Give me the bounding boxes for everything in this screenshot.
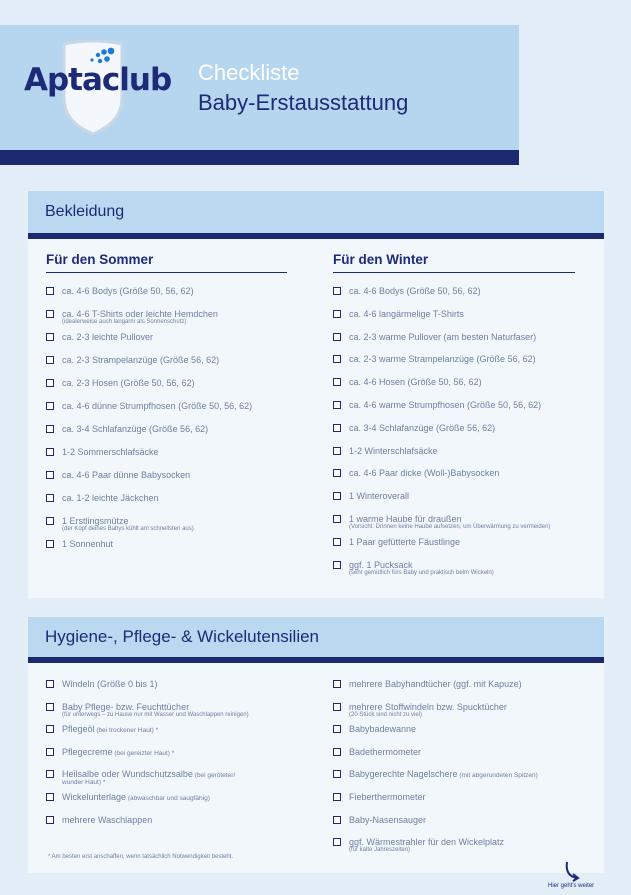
checklist-item[interactable] (46, 309, 287, 329)
item-label (349, 537, 460, 548)
item-label (62, 378, 195, 389)
checkbox[interactable] (333, 378, 341, 386)
checklist-item[interactable] (333, 837, 593, 857)
checkbox[interactable] (46, 356, 54, 364)
checkbox[interactable] (46, 310, 54, 318)
item-text: ca. 3-4 Schlafanzüge (Größe 56, 62) (349, 422, 496, 433)
item-text: Badethermometer (349, 746, 422, 757)
checklist-item[interactable] (333, 679, 593, 691)
item-text: Wickelunterlage (62, 792, 127, 802)
item-subtext: wunder Haut) * (62, 779, 106, 787)
checkbox[interactable] (333, 515, 341, 523)
checkbox[interactable] (333, 492, 341, 500)
checkbox[interactable] (46, 517, 54, 525)
checklist-item[interactable] (46, 332, 287, 344)
item-text: 1 Winteroverall (349, 491, 410, 502)
checkbox[interactable] (46, 333, 54, 341)
item-label (62, 447, 159, 458)
item-text: Pflegecreme (62, 746, 113, 757)
item-label (349, 286, 481, 297)
item-text: ca. 3-4 Schlafanzüge (Größe 56, 62) (62, 424, 209, 434)
checklist-item[interactable] (333, 769, 593, 781)
checkbox[interactable] (333, 748, 341, 756)
page-subtitle: Checkliste (198, 60, 300, 85)
item-text: 1 Paar gefütterte Fäustlinge (349, 536, 461, 547)
checkbox[interactable] (46, 379, 54, 387)
item-text: Fieberthermometer (349, 792, 426, 802)
checkbox[interactable] (46, 703, 54, 711)
checkbox[interactable] (333, 333, 341, 341)
checkbox[interactable] (333, 838, 341, 846)
item-text: ca. 4-6 Paar dünne Babysocken (62, 470, 191, 480)
next-page-label[interactable]: Hier geht's weiter (548, 883, 595, 889)
item-label (62, 355, 219, 366)
checklist-item[interactable] (46, 539, 287, 551)
checklist-item[interactable] (333, 468, 575, 480)
checkbox[interactable] (333, 287, 341, 295)
item-label (62, 332, 153, 343)
item-text: 1 Sonnenhut (62, 539, 114, 549)
checkbox[interactable] (333, 770, 341, 778)
checklist-item[interactable] (46, 493, 287, 505)
item-text: Pflegeöl (62, 724, 95, 735)
checklist-item[interactable] (46, 724, 316, 736)
winter-column (333, 252, 575, 582)
header-bar (0, 150, 519, 165)
checklist-item[interactable] (46, 516, 287, 536)
item-text: ca. 2-3 leichte Pullover (62, 332, 154, 342)
item-text: ca. 4-6 Bodys (Größe 50, 56, 62) (62, 286, 194, 296)
item-text: 1 Erstlingsmütze (62, 516, 129, 526)
item-subtext: (für kalte Jahreszeiten) (349, 847, 411, 854)
item-label (349, 423, 495, 434)
item-text: Heilsalbe oder Wundschutzsalbe (62, 769, 193, 780)
item-label (62, 792, 210, 804)
item-label (349, 679, 522, 690)
hygiene-left-column (46, 679, 316, 859)
checkbox[interactable] (46, 425, 54, 433)
item-label (349, 354, 536, 365)
item-subtext: (20 Stück sind nicht zu viel) (349, 711, 423, 718)
checkbox[interactable] (46, 471, 54, 479)
checklist-item[interactable] (333, 724, 593, 736)
checklist-item[interactable] (46, 286, 287, 298)
item-text: ca. 4-6 langärmelige T-Shirts (349, 308, 464, 319)
item-text: Babybadewanne (349, 724, 417, 735)
checklist-item[interactable] (333, 747, 593, 759)
checkbox[interactable] (46, 725, 54, 733)
item-text: ca. 4-6 Paar dicke (Woll-)Babysocken (349, 468, 500, 479)
item-label (349, 468, 499, 479)
clothing-section-title: Bekleidung (28, 191, 604, 233)
checklist-item[interactable] (333, 560, 575, 580)
item-text: 1-2 Sommerschlafsäcke (62, 447, 159, 457)
checklist-item[interactable] (333, 377, 575, 389)
item-label (62, 493, 159, 504)
item-text: ggf. 1 Pucksack (349, 559, 413, 570)
item-text: Windeln (Größe 0 bis 1) (62, 679, 158, 689)
checkbox[interactable] (46, 748, 54, 756)
item-text: ca. 2-3 Hosen (Größe 50, 56, 62) (62, 378, 195, 388)
checkbox[interactable] (46, 793, 54, 801)
item-text: ggf. Wärmestrahler für den Wickelplatz (349, 837, 505, 848)
summer-title: Für den Sommer (46, 252, 287, 273)
item-note: (abwaschbar und saugfähig) (126, 795, 210, 802)
checkbox[interactable] (333, 310, 341, 318)
page-title: Baby-Erstausstattung (198, 90, 409, 115)
checklist-item[interactable] (46, 702, 316, 722)
checklist-item[interactable] (333, 400, 575, 412)
item-note: (bei geröteter/ (192, 772, 236, 780)
checkbox[interactable] (333, 793, 341, 801)
checklist-item[interactable] (46, 401, 287, 413)
checkbox[interactable] (333, 703, 341, 711)
checkbox[interactable] (333, 538, 341, 546)
item-note: (bei gereizter Haut) * (112, 749, 175, 757)
checklist-item[interactable] (46, 355, 287, 367)
checklist-item[interactable] (333, 537, 575, 549)
logo-text: Aptaclub (24, 62, 172, 98)
item-text: mehrere Stoffwindeln bzw. Spucktücher (349, 701, 507, 712)
item-label (349, 724, 416, 735)
checklist-item[interactable] (333, 332, 575, 344)
item-note: (bei trockener Haut) * (94, 727, 159, 735)
item-label (349, 446, 438, 457)
checkbox[interactable] (333, 424, 341, 432)
item-text: ca. 2-3 warme Pullover (am besten Naturfaser) (349, 331, 537, 342)
checkbox[interactable] (46, 494, 54, 502)
checklist-item[interactable] (46, 679, 316, 691)
item-label (62, 470, 190, 481)
checkbox[interactable] (46, 680, 54, 688)
item-subtext: (sehr gemütlich fürs Baby und praktisch beim Wickeln) (349, 569, 494, 576)
checklist-item[interactable] (46, 792, 316, 804)
section-rule (28, 233, 604, 239)
item-text: ca. 4-6 Bodys (Größe 50, 56, 62) (349, 286, 481, 296)
checkbox[interactable] (46, 287, 54, 295)
item-text: 1-2 Winterschlafsäcke (349, 445, 438, 456)
item-label (349, 309, 464, 320)
item-text: mehrere Waschlappen (62, 814, 153, 825)
checkbox[interactable] (333, 355, 341, 363)
checkbox[interactable] (46, 770, 54, 778)
checklist-item[interactable] (333, 815, 593, 827)
checkbox[interactable] (333, 469, 341, 477)
checkbox[interactable] (46, 402, 54, 410)
item-label (349, 747, 421, 758)
item-text: ca. 4-6 T-Shirts oder leichte Hemdchen (62, 309, 218, 319)
item-text: Babygerechte Nagelschere (349, 769, 458, 780)
checklist-item[interactable] (333, 286, 575, 298)
item-subtext: (für unterwegs – zu Hause nur mit Wasser und Waschlappen reinigen) (62, 711, 249, 718)
checkbox[interactable] (46, 448, 54, 456)
checklist-item[interactable] (46, 424, 287, 436)
checklist-item[interactable] (333, 309, 575, 321)
item-label (349, 332, 536, 343)
item-text: ca. 4-6 dünne Strumpfhosen (Größe 50, 56, 62) (62, 401, 253, 411)
checklist-item[interactable] (333, 423, 575, 435)
item-label (62, 815, 152, 826)
checkbox[interactable] (46, 816, 54, 824)
checkbox[interactable] (46, 540, 54, 548)
checklist-item[interactable] (333, 491, 575, 503)
checklist-item[interactable] (333, 354, 575, 366)
checkbox[interactable] (333, 561, 341, 569)
winter-title: Für den Winter (333, 252, 575, 273)
checklist-item[interactable] (333, 514, 575, 534)
clothing-section (28, 191, 604, 598)
checklist-item[interactable] (46, 378, 287, 390)
item-label (62, 747, 174, 759)
item-text: Baby-Nasensauger (349, 814, 427, 825)
section-rule (28, 657, 604, 663)
checklist-item[interactable] (46, 747, 316, 759)
item-text: ca. 1-2 leichte Jäckchen (62, 493, 159, 503)
item-text: mehrere Babyhandtücher (ggf. mit Kapuze) (349, 679, 522, 689)
item-label (349, 769, 538, 781)
item-text: ca. 4-6 warme Strumpfhosen (Größe 50, 56, 62) (349, 400, 542, 410)
item-label (349, 377, 482, 388)
item-text: ca. 4-6 Hosen (Größe 50, 56, 62) (349, 377, 482, 388)
footnote: * Am besten erst anschaffen, wenn tatsächlich Notwendigkeit besteht. (48, 854, 233, 860)
item-label (62, 401, 252, 412)
item-subtext: (der Kopf deines Babys kühlt am schnellsten aus) (62, 526, 194, 532)
item-label (349, 400, 541, 411)
item-label (62, 724, 158, 736)
item-label (62, 679, 158, 690)
checklist-item[interactable] (333, 792, 593, 804)
item-text: ca. 2-3 warme Strampelanzüge (Größe 56, 62) (349, 354, 536, 365)
hygiene-section-title: Hygiene-, Pflege- & Wickelutensilien (28, 617, 604, 657)
checklist-item[interactable] (333, 702, 593, 722)
item-label (349, 491, 409, 502)
item-label (349, 792, 426, 803)
item-label (62, 424, 208, 435)
item-text: Baby Pflege- bzw. Feuchttücher (62, 701, 190, 712)
item-text: 1 warme Haube für draußen (349, 514, 462, 524)
item-label (62, 539, 113, 550)
item-label (349, 815, 426, 826)
item-note: (mit abgerundeten Spitzen) (457, 772, 538, 780)
summer-column (46, 252, 287, 582)
hygiene-right-column (333, 679, 593, 869)
checkbox[interactable] (333, 816, 341, 824)
item-text: ca. 2-3 Strampelanzüge (Größe 56, 62) (62, 355, 220, 365)
checklist-item[interactable] (46, 470, 287, 482)
hygiene-section (28, 617, 604, 873)
checkbox[interactable] (333, 680, 341, 688)
item-subtext: (idealerweise auch langarm als Sonnenschutz) (62, 319, 187, 325)
checklist-item[interactable] (46, 815, 316, 827)
item-subtext: (Vorsicht: Drinnen keine Haube aufsetzen, um Überwärmung zu vermeiden) (349, 524, 551, 530)
checkbox[interactable] (333, 725, 341, 733)
item-label (62, 286, 194, 297)
checklist-item[interactable] (46, 447, 287, 459)
checklist-item[interactable] (46, 769, 316, 789)
checkbox[interactable] (333, 447, 341, 455)
checklist-item[interactable] (333, 446, 575, 458)
checkbox[interactable] (333, 401, 341, 409)
